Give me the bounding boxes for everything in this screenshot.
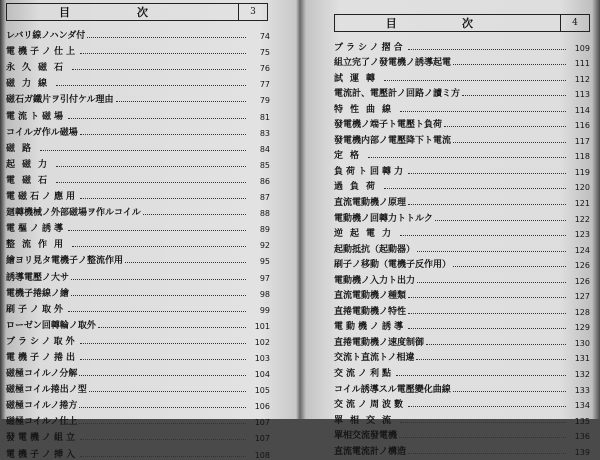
dot-leader — [408, 173, 566, 174]
toc-entry-title: 電機子ノ仕上 — [6, 47, 79, 58]
toc-entry-title: 逆起電力 — [334, 229, 399, 240]
toc-entry — [334, 363, 590, 379]
toc-entry-page: 74 — [259, 32, 270, 42]
dot-leader — [400, 111, 566, 112]
dot-leader — [399, 437, 566, 438]
toc-entry-page: 95 — [259, 257, 270, 267]
toc-entry-title: 過負荷 — [334, 182, 383, 193]
toc-entry — [334, 161, 590, 177]
toc-entry-page: 107 — [254, 418, 270, 428]
toc-entry — [334, 426, 590, 442]
dot-leader — [435, 220, 566, 221]
toc-entry — [6, 283, 270, 299]
toc-entry-page: 111 — [574, 59, 590, 69]
dot-leader — [417, 282, 566, 283]
dot-leader — [79, 407, 246, 408]
dot-leader — [79, 423, 246, 424]
toc-entry-page: 76 — [259, 64, 270, 74]
toc-entry — [6, 138, 270, 154]
toc-entry-page: 86 — [259, 176, 270, 186]
toc-entry-title: 磁極コイルノ捲方 — [6, 401, 78, 412]
toc-entry-title: 電動機ノ回轉力トトルク — [334, 213, 433, 224]
toc-entry-page: 133 — [574, 385, 590, 395]
left-page-header — [6, 3, 268, 21]
dot-leader — [56, 85, 246, 86]
toc-entry-page: 109 — [574, 43, 590, 53]
toc-entry — [334, 301, 590, 317]
toc-entry-title: 繪ヨリ見タ電機子ノ整流作用 — [6, 256, 124, 267]
toc-entry-page: 88 — [259, 209, 270, 219]
dot-leader — [417, 251, 566, 252]
dot-leader — [408, 204, 566, 205]
dot-leader — [408, 406, 566, 407]
dot-leader — [68, 118, 246, 119]
toc-entry-page: 83 — [259, 128, 270, 138]
toc-entry-title: 磁路 — [6, 143, 39, 154]
toc-entry-title: 誘導電壓ノ大サ — [6, 272, 70, 283]
toc-entry-title: 電樞ノ誘導 — [6, 224, 67, 235]
toc-entry-page: 84 — [259, 144, 270, 154]
left-toc-list — [6, 25, 270, 460]
toc-entry — [6, 379, 270, 395]
dot-leader — [56, 182, 246, 183]
toc-entry — [334, 224, 590, 240]
toc-entry-title: 交流ト直流トノ相違 — [334, 353, 415, 364]
dot-leader — [80, 53, 246, 54]
toc-entry-page: 89 — [259, 225, 270, 235]
toc-entry-title: 發電機ノ組立 — [6, 433, 79, 444]
toc-entry — [6, 57, 270, 73]
toc-entry-page: 98 — [259, 289, 270, 299]
toc-entry — [334, 270, 590, 286]
dot-leader — [453, 142, 566, 143]
dot-leader — [79, 375, 246, 376]
dot-leader — [396, 375, 566, 376]
right-page-number: 4 — [560, 15, 589, 31]
toc-entry-page: 123 — [574, 230, 590, 240]
toc-entry — [6, 266, 270, 282]
toc-entry-title: ブラシノ取外 — [6, 336, 78, 347]
toc-entry — [6, 186, 270, 202]
toc-entry — [334, 146, 590, 162]
toc-entry-title: 特性曲線 — [334, 104, 399, 115]
toc-entry-title: 單相交流 — [334, 415, 399, 426]
toc-entry — [334, 255, 590, 271]
dot-leader — [68, 311, 246, 312]
toc-entry-title: 電機子捲線ノ繪 — [6, 288, 70, 299]
right-page — [302, 0, 600, 457]
toc-entry-page: 119 — [574, 167, 590, 177]
toc-entry-title: 交流ノ周波數 — [334, 400, 407, 411]
toc-entry-title: 廻轉機械ノ外部磁場ヲ作ルコイル — [6, 208, 141, 219]
dot-leader — [80, 359, 246, 360]
dot-leader — [408, 297, 566, 298]
toc-entry-page: 113 — [574, 90, 590, 100]
toc-entry-title: 直捲電動機ノ速度制御 — [334, 337, 425, 348]
toc-entry-page: 102 — [254, 337, 270, 347]
dot-leader — [87, 37, 246, 38]
dot-leader — [98, 327, 246, 328]
toc-entry-title: 單相交流發電機 — [334, 431, 398, 442]
toc-entry — [334, 37, 590, 53]
right-page-header — [334, 14, 590, 32]
toc-entry-page: 130 — [574, 338, 590, 348]
toc-entry — [334, 53, 590, 69]
dot-leader — [453, 64, 566, 65]
dot-leader — [80, 343, 246, 344]
dot-leader — [80, 134, 246, 135]
toc-entry-page: 139 — [574, 447, 590, 457]
toc-entry — [334, 68, 590, 84]
right-toc-list — [334, 37, 590, 457]
toc-entry-page: 79 — [259, 96, 270, 106]
toc-entry-page: 105 — [254, 386, 270, 396]
toc-entry — [334, 410, 590, 426]
toc-entry — [6, 105, 270, 121]
dot-leader — [68, 230, 246, 231]
dot-leader — [408, 328, 566, 329]
toc-entry-title: 電動機ノ入力ト出力 — [334, 275, 416, 286]
toc-entry — [334, 239, 590, 255]
right-header-label-a: 目 — [385, 17, 399, 30]
toc-entry — [334, 84, 590, 100]
toc-entry-page: 87 — [259, 193, 270, 203]
toc-entry-page: 108 — [254, 450, 270, 460]
toc-entry — [6, 122, 270, 138]
toc-entry — [334, 192, 590, 208]
toc-entry-page: 118 — [574, 152, 590, 162]
toc-entry — [6, 331, 270, 347]
right-header-label-b: 次 — [462, 17, 475, 30]
dot-leader — [72, 246, 246, 247]
toc-entry-title: 交流ノ利點 — [334, 369, 395, 380]
toc-entry-title: ローゼン回轉輪ノ取外 — [6, 320, 96, 331]
toc-entry-page: 129 — [574, 323, 590, 333]
toc-entry-title: 直流電動機ノ種類 — [334, 291, 407, 302]
toc-entry-page: 101 — [254, 321, 270, 331]
toc-entry-page: 132 — [574, 370, 590, 380]
toc-entry — [6, 154, 270, 170]
toc-entry — [334, 348, 590, 364]
dot-leader — [462, 95, 566, 96]
toc-entry-page: 112 — [574, 74, 590, 84]
dot-leader — [408, 453, 566, 454]
toc-entry-title: 直流電動機ノ原理 — [334, 198, 407, 209]
toc-entry — [6, 299, 270, 315]
toc-entry-title: 定格 — [334, 151, 367, 162]
toc-entry-title: 磁極コイル捲出ノ型 — [6, 385, 87, 396]
toc-entry-page: 85 — [259, 160, 270, 170]
toc-entry-page: 116 — [574, 121, 590, 131]
toc-entry-title: 電機子ノ挿入 — [6, 449, 79, 460]
dot-leader — [40, 150, 246, 151]
toc-entry — [334, 395, 590, 411]
toc-entry-title: 電動機ノ誘導 — [334, 322, 407, 333]
dot-leader — [384, 188, 566, 189]
toc-entry-page: 114 — [574, 105, 590, 115]
toc-entry-page: 92 — [259, 241, 270, 251]
toc-entry-page: 124 — [574, 245, 590, 255]
toc-entry-title: 刷子ノ移動（電機子反作用） — [334, 260, 452, 271]
left-header-label-b: 次 — [137, 6, 150, 19]
toc-entry — [334, 332, 590, 348]
toc-entry — [6, 250, 270, 266]
toc-entry — [334, 177, 590, 193]
toc-entry-page: 81 — [259, 112, 270, 122]
toc-entry — [6, 395, 270, 411]
toc-entry — [6, 73, 270, 89]
toc-entry-title: 磁力線 — [6, 79, 55, 90]
toc-entry-page: 107 — [254, 434, 270, 444]
toc-entry-title: 直流電流計ノ構造 — [334, 446, 407, 457]
toc-entry — [334, 317, 590, 333]
toc-entry — [334, 441, 590, 457]
toc-entry-page: 121 — [574, 199, 590, 209]
toc-entry-page: 126 — [574, 261, 590, 271]
dot-leader — [368, 157, 566, 158]
toc-entry-title: コイル誘導スル電壓變化曲線 — [334, 384, 451, 395]
toc-entry — [334, 286, 590, 302]
toc-entry-title: レバリ線ノハンダ付 — [6, 31, 86, 42]
toc-entry-title: 磁極コイルノ分解 — [6, 369, 78, 380]
toc-entry-page: 104 — [254, 370, 270, 380]
toc-entry-title: 電機子ノ捲出 — [6, 352, 79, 363]
toc-entry — [6, 443, 270, 459]
toc-entry-page: 103 — [254, 353, 270, 363]
toc-entry-title: 起磁力 — [6, 159, 55, 170]
dot-leader — [416, 359, 566, 360]
toc-entry-title: 發電機ノ端子ト電壓ト負荷 — [334, 120, 443, 131]
dot-leader — [80, 456, 246, 457]
toc-entry-title: 永久磁石 — [6, 63, 71, 74]
toc-entry — [334, 115, 590, 131]
toc-entry-title: 磁極コイルノ仕上 — [6, 417, 78, 428]
dot-leader — [453, 391, 566, 392]
toc-entry-title: 發電機内部ノ電壓降下ト電流 — [334, 135, 452, 146]
dot-leader — [453, 266, 566, 267]
toc-entry-title: 電磁石ノ應用 — [6, 192, 79, 203]
toc-entry-page: 77 — [259, 80, 270, 90]
toc-entry-page: 136 — [574, 432, 590, 442]
dot-leader — [71, 279, 246, 280]
toc-entry — [334, 379, 590, 395]
toc-entry-title: 刷子ノ取外 — [6, 304, 67, 315]
dot-leader — [143, 214, 246, 215]
dot-leader — [408, 49, 566, 50]
dot-leader — [72, 69, 246, 70]
toc-entry-title: 電流ト磁場 — [6, 111, 67, 122]
dot-leader — [426, 344, 566, 345]
left-page-number: 3 — [238, 4, 267, 20]
toc-entry — [6, 25, 270, 41]
dot-leader — [384, 80, 566, 81]
dot-leader — [71, 295, 246, 296]
toc-entry — [6, 315, 270, 331]
toc-entry — [6, 411, 270, 427]
left-header-label-a: 目 — [59, 6, 72, 19]
toc-entry-page: 97 — [259, 273, 270, 283]
toc-entry-title: 整流作用 — [6, 240, 71, 251]
toc-entry-page: 99 — [259, 305, 270, 315]
dot-leader — [56, 166, 246, 167]
toc-entry-title: 負荷ト回轉力 — [334, 166, 407, 177]
dot-leader — [89, 391, 246, 392]
toc-entry — [6, 41, 270, 57]
toc-entry — [6, 170, 270, 186]
toc-entry-page: 135 — [574, 416, 590, 426]
dot-leader — [444, 126, 566, 127]
toc-entry-title: ブラシノ摺合 — [334, 42, 406, 53]
toc-entry — [6, 427, 270, 443]
toc-entry-page: 128 — [574, 307, 590, 317]
toc-entry-page: 75 — [259, 48, 270, 58]
dot-leader — [408, 313, 566, 314]
dot-leader — [400, 422, 566, 423]
toc-entry-title: 直捲電動機ノ特性 — [334, 306, 407, 317]
toc-entry — [6, 218, 270, 234]
dot-leader — [400, 235, 566, 236]
dot-leader — [80, 439, 246, 440]
toc-entry-page: 120 — [574, 183, 590, 193]
toc-entry — [334, 208, 590, 224]
dot-leader — [80, 198, 246, 199]
toc-entry-title: 磁石ガ鐵片ヲ引付ケル理由 — [6, 95, 114, 106]
toc-entry-title: 起動抵抗（起動器） — [334, 244, 416, 255]
toc-entry-title: 電磁石 — [6, 175, 55, 186]
toc-entry-page: 106 — [254, 402, 270, 412]
toc-entry-page: 127 — [574, 292, 590, 302]
toc-entry-title: 電流計、電壓計ノ回路ノ讀ミ方 — [334, 89, 461, 100]
toc-entry — [334, 130, 590, 146]
toc-entry — [6, 363, 270, 379]
toc-entry — [6, 202, 270, 218]
toc-entry-page: 131 — [574, 354, 590, 364]
toc-entry-title: 試運轉 — [334, 73, 383, 84]
toc-entry-page: 134 — [574, 401, 590, 411]
toc-entry — [334, 99, 590, 115]
toc-entry-page: 126 — [574, 276, 590, 286]
dot-leader — [116, 101, 246, 102]
toc-entry-title: コイルガ作ル磁場 — [6, 127, 78, 138]
dot-leader — [125, 262, 246, 263]
toc-entry-page: 122 — [574, 214, 590, 224]
toc-entry-page: 117 — [574, 136, 590, 146]
toc-entry — [6, 347, 270, 363]
toc-entry-title: 組立完了ノ發電機ノ誘導起電 — [334, 58, 452, 69]
left-page — [0, 0, 298, 460]
toc-entry — [6, 89, 270, 105]
toc-entry — [6, 234, 270, 250]
